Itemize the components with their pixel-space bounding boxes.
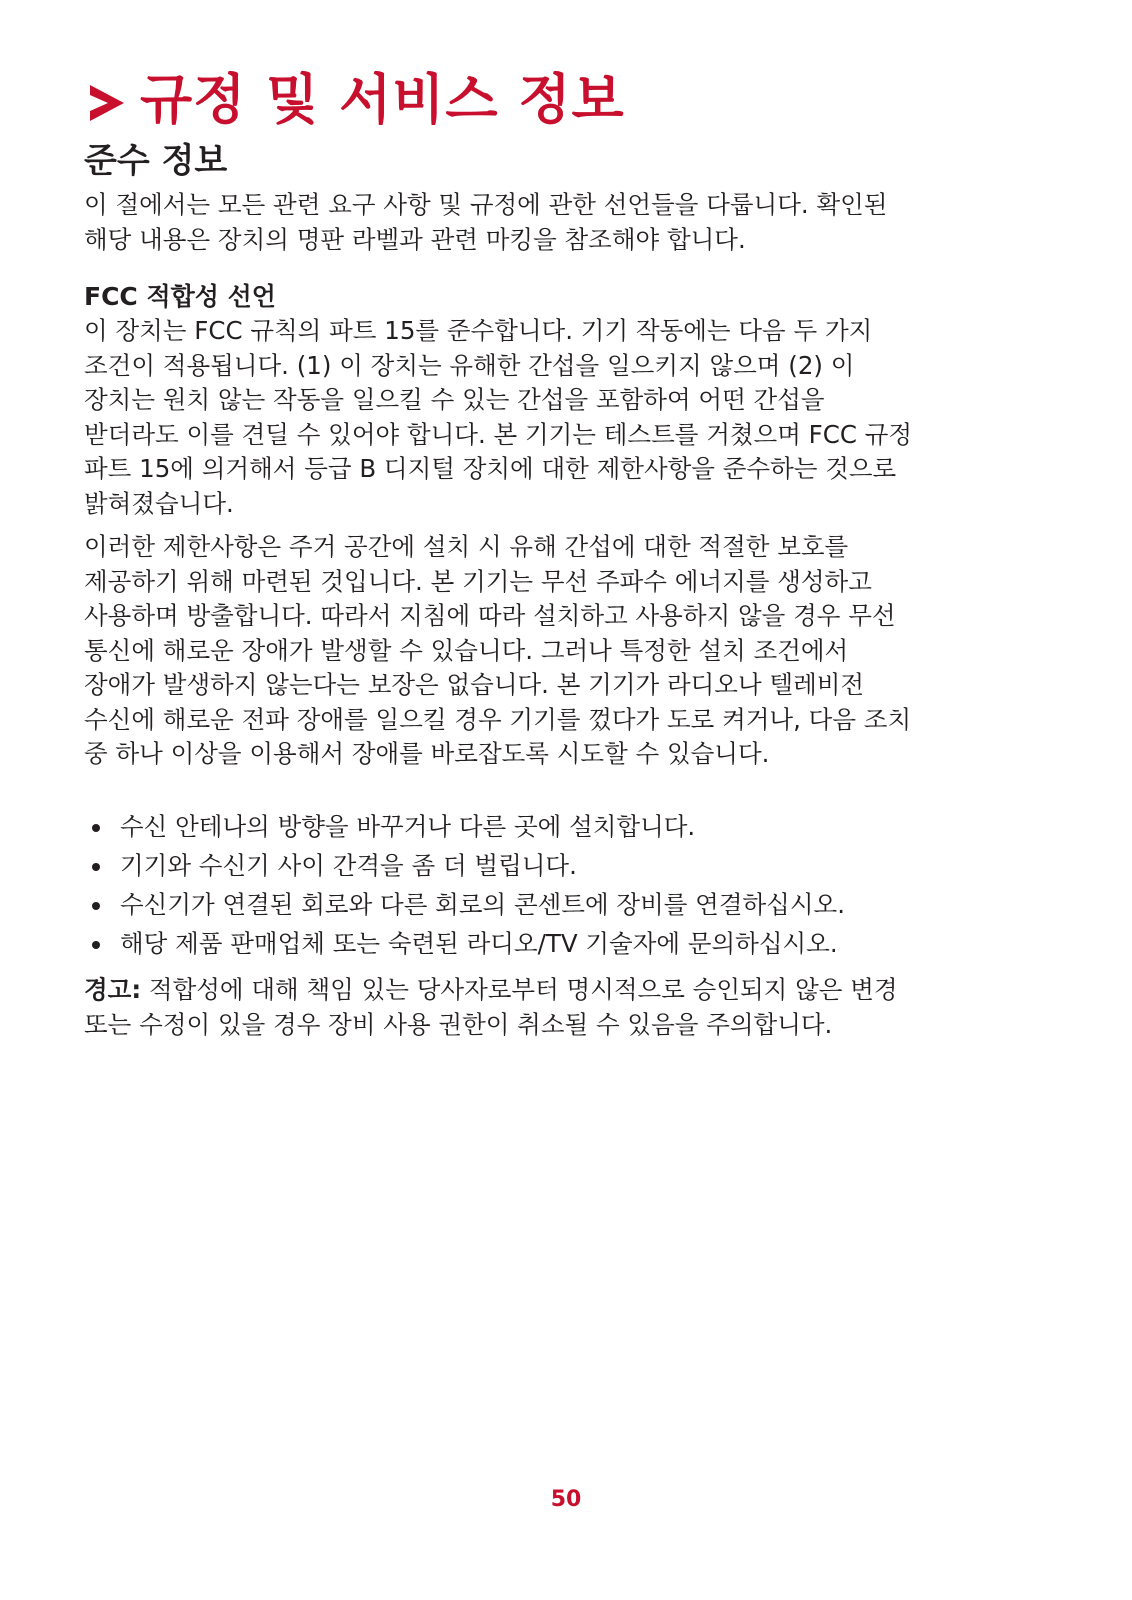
text-line: 통신에 해로운 장애가 발생할 수 있습니다. 그러나 특정한 설치 조건에서	[84, 635, 849, 665]
list-item	[84, 924, 845, 963]
text-line: 중 하나 이상을 이용해서 장애를 바로잡도록 시도할 수 있습니다.	[84, 739, 770, 768]
text-line: 받더라도 이를 견딜 수 있어야 합니다. 본 기기는 테스트를 거쳤으며 FCC 규정	[84, 419, 913, 449]
text-line: 이러한 제한사항은 주거 공간에 설치 시 유해 간섭에 대한 적절한 보호를	[84, 532, 849, 561]
text-line: 해당 내용은 장치의 명판 라벨과 관련 마킹을 참조해야 합니다.	[84, 224, 746, 254]
text-line: 이 장치는 FCC 규칙의 파트 15를 준수합니다. 기기 작동에는 다음 두 가지	[84, 316, 873, 345]
warning-text: 적합성에 대해 책임 있는 당사자로부터 명시적으로 승인되지 않은 변경	[141, 975, 898, 1004]
list-item	[84, 846, 845, 885]
bullet-dot-icon	[92, 824, 100, 832]
text-line: 장치는 원치 않는 작동을 일으킬 수 있는 간섭을 포함하여 어떤 간섭을	[84, 385, 825, 414]
text-line	[84, 973, 1044, 1008]
text-line: 이 절에서는 모든 관련 요구 사항 및 규정에 관한 선언들을 다룹니다. 확인된	[84, 190, 888, 219]
fcc-paragraph-1	[84, 314, 1044, 521]
text-line: 또는 수정이 있을 경우 장비 사용 권한이 취소될 수 있음을 주의합니다.	[84, 1009, 833, 1039]
text-line: 장애가 발생하지 않는다는 보장은 없습니다. 본 기기가 라디오나 텔레비전	[84, 670, 865, 699]
intro-paragraph	[84, 188, 1044, 257]
list-item	[84, 885, 845, 924]
list-item-text: 해당 제품 판매업체 또는 숙련된 라디오/TV 기술자에 문의하십시오.	[120, 929, 838, 958]
page-header	[84, 60, 625, 140]
fcc-heading: FCC 적합성 선언	[84, 282, 276, 311]
text-line: 수신에 해로운 전파 장애를 일으킬 경우 기기를 껐다가 도로 켜거나, 다음 조치	[84, 704, 912, 734]
text-line: 조건이 적용됩니다. (1) 이 장치는 유해한 간섭을 일으키지 않으며 (2) 이	[84, 350, 855, 380]
list-item-text: 기기와 수신기 사이 간격을 좀 더 벌립니다.	[120, 851, 577, 880]
warning-label: 경고:	[84, 975, 142, 1004]
section-heading: 준수 정보	[84, 141, 228, 181]
text-line: 밝혀졌습니다.	[84, 488, 234, 518]
chevron-right-icon	[84, 81, 128, 125]
text-line: 제공하기 위해 마련된 것입니다. 본 기기는 무선 주파수 에너지를 생성하고	[84, 566, 872, 596]
list-item	[84, 807, 845, 846]
bullet-dot-icon	[92, 863, 100, 871]
warning-paragraph	[84, 973, 1044, 1042]
fcc-paragraph-2	[84, 530, 1044, 772]
list-item-text: 수신 안테나의 방향을 바꾸거나 다른 곳에 설치합니다.	[120, 812, 696, 841]
bullet-dot-icon	[92, 941, 100, 949]
text-line: 사용하며 방출합니다. 따라서 지침에 따라 설치하고 사용하지 않을 경우 무선	[84, 601, 896, 630]
page-number: 50	[550, 1487, 582, 1512]
page-title: 규정 및 서비스 정보	[140, 68, 625, 131]
bullet-dot-icon	[92, 902, 100, 910]
bullet-list	[84, 807, 845, 963]
list-item-text: 수신기가 연결된 회로와 다른 회로의 콘센트에 장비를 연결하십시오.	[120, 890, 845, 919]
text-line: 파트 15에 의거해서 등급 B 디지털 장치에 대한 제한사항을 준수하는 것으로	[84, 454, 897, 483]
